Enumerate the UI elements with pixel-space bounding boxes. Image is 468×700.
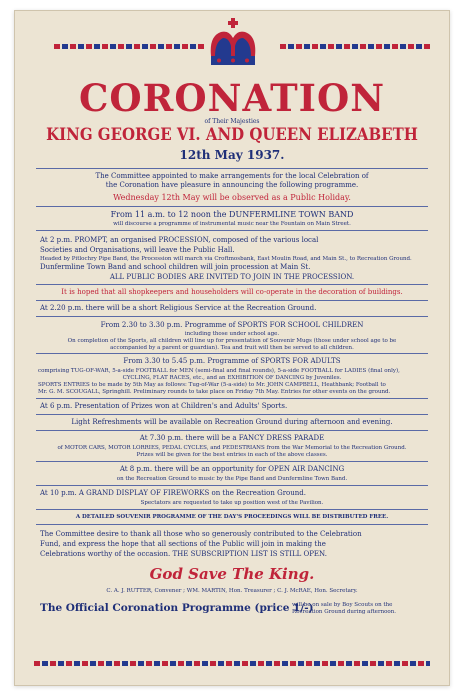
poster-monarchs: KING GEORGE VI. AND QUEEN ELIZABETH (46, 125, 418, 145)
procession-invite: ALL PUBLIC BODIES ARE INVITED TO JOIN IN THE PROCESSION. (109, 273, 355, 281)
poster-subtitle: of Their Majesties (204, 118, 260, 125)
procession-line-2: Societies and Organisations, will leave the Public Hall. (40, 246, 235, 254)
thanks-line-2: Fund, and express the hope that all sections of the Public will join in making the (40, 540, 326, 548)
refreshments-notice: Light Refreshments will be available on Recreation Ground during afternoon and evening. (71, 418, 393, 426)
fancy-dress-heading: At 7.30 p.m. there will be a FANCY DRESS PARADE (139, 434, 325, 442)
crown-icon (205, 16, 261, 72)
holiday-notice: Wednesday 12th May will be observed as a Public Holiday. (113, 193, 351, 202)
band-heading: From 11 a.m. to 12 noon the DUNFERMLINE TOWN BAND (110, 210, 354, 219)
thanks-line-3: Celebrations worthy of the occasion. THE SUBSCRIPTION LIST IS STILL OPEN. (40, 550, 327, 558)
decorative-stripe-right (280, 44, 430, 49)
decorative-stripe-left (54, 44, 204, 49)
adult-sports-detail-2: CYCLING, FLAT RACES, etc., and an EXHIBITION OF DANCING by Juveniles. (122, 375, 342, 381)
procession-heading: At 2 p.m. PROMPT, an organised PROCESSION, composed of the various local (40, 236, 319, 244)
adult-sports-heading: From 3.30 to 5.45 p.m. Programme of SPORTS FOR ADULTS (123, 357, 341, 365)
children-sports-heading: From 2.30 to 3.30 p.m. Programme of SPORTS FOR SCHOOL CHILDREN (100, 321, 364, 329)
dancing-detail: on the Recreation Ground to music by the Pipe Band and Dunfermline Town Band. (116, 476, 348, 482)
fancy-dress-detail: of MOTOR CARS, MOTOR LORRIES, PEDAL CYCLES, and PEDESTRIANS from the War Memorial to the Recreation Ground. (57, 445, 407, 451)
adult-sports-detail-1: comprising TUG-OF-WAR, 5-a-side FOOTBALL for MEN (semi-final and final rounds), 5-a-side FOOTBALL for LADIES (final only), (38, 368, 400, 374)
poster-title: CORONATION (78, 76, 386, 120)
procession-route: Headed by Pitlochry Pipe Band, the Procession will march via Croftmosbank, East Moulin Road, and Main St., to Recreation Ground. (40, 256, 412, 262)
programme-sale-note-1: will be on sale by Boy Scouts on the (292, 602, 393, 608)
fancy-dress-prizes: Prizes will be given for the best entries in each of the above classes. (136, 452, 328, 458)
divider (36, 353, 428, 354)
poster-date: 12th May 1937. (179, 148, 285, 162)
divider (36, 524, 428, 525)
fireworks-heading: At 10 p.m. A GRAND DISPLAY OF FIREWORKS on the Recreation Ground. (40, 489, 306, 497)
children-sports-note: including those under school age. (184, 331, 280, 337)
divider (36, 230, 428, 231)
intro-line-1: The Committee appointed to make arrangements for the local Celebration of (95, 172, 369, 180)
divider (36, 284, 428, 285)
divider (36, 398, 428, 399)
coronation-poster (14, 10, 450, 686)
thanks-line-1: The Committee desire to thank all those who so generously contributed to the Celebration (40, 530, 362, 538)
intro-line-2: the Coronation have pleasure in announcing the following programme. (105, 181, 359, 189)
divider (36, 509, 428, 510)
divider (36, 461, 428, 462)
programme-sale-note-2: Recreation Ground during afternoon. (292, 609, 397, 615)
dancing-heading: At 8 p.m. there will be an opportunity for OPEN AIR DANCING (119, 465, 345, 473)
decorative-stripe-bottom (34, 661, 430, 666)
prize-presentation: At 6 p.m. Presentation of Prizes won at Children's and Adults' Sports. (40, 402, 288, 410)
children-sports-detail-2: accompanied by a parent or guardian). Tea and fruit will then be served to all children. (110, 345, 354, 351)
religious-service: At 2.20 p.m. there will be a short Religious Service at the Recreation Ground. (40, 304, 317, 312)
children-sports-detail-1: On completion of the Sports, all children will line up for presentation of Souvenir Mugs (those under school age to be (67, 338, 397, 344)
divider (36, 414, 428, 415)
committee-officers: C. A. J. RUTTER, Convener ; WM. MARTIN, Hon. Treasurer ; C. J. McRAE, Hon. Secretary. (106, 588, 358, 594)
procession-band: Dunfermline Town Band and school children will join procession at Main St. (40, 263, 311, 271)
divider (36, 316, 428, 317)
official-programme-title: The Official Coronation Programme (price 1/-) (40, 602, 314, 614)
divider (36, 300, 428, 301)
adult-sports-entries-2: Mr. G. M. SCOUGALL, Springhill. Preliminary rounds to take place on Friday 7th May. Entries for other events on the ground. (38, 389, 391, 395)
souvenir-notice: A DETAILED SOUVENIR PROGRAMME OF THE DAY'S PROCEEDINGS WILL BE DISTRIBUTED FREE. (75, 514, 389, 520)
fireworks-detail: Spectators are requested to take up position west of the Pavilion. (140, 500, 324, 506)
adult-sports-entries-1: SPORTS ENTRIES to be made by 5th May as follows: Tug-of-War (5-a-side) to Mr. JOHN CAMPBELL, Heathbank; Football to (38, 382, 386, 388)
divider (36, 168, 428, 169)
decoration-notice: It is hoped that all shopkeepers and householders will co-operate in the decoration of buildings. (61, 288, 403, 296)
band-detail: will discourse a programme of instrumental music near the Fountain on Main Street. (113, 221, 351, 227)
divider (36, 430, 428, 431)
divider (36, 206, 428, 207)
programme-sale-note (292, 602, 396, 616)
god-save-the-king: God Save The King. (149, 565, 315, 583)
divider (36, 485, 428, 486)
